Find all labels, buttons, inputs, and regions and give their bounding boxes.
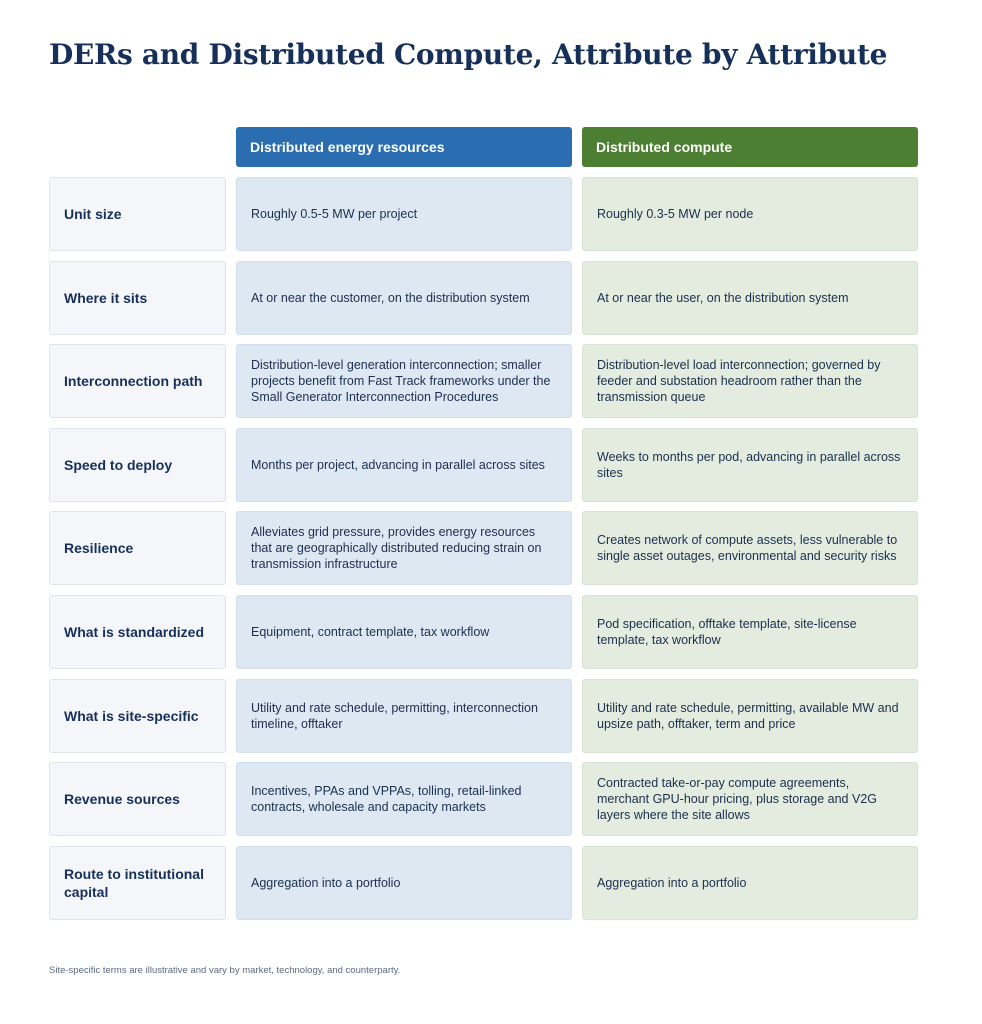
dc-cell-route-to-institutional-capital: Aggregation into a portfolio bbox=[582, 846, 918, 920]
dc-cell-unit-size: Roughly 0.3-5 MW per node bbox=[582, 177, 918, 251]
row-label-speed-to-deploy: Speed to deploy bbox=[49, 428, 226, 502]
row-label-revenue-sources: Revenue sources bbox=[49, 762, 226, 836]
dc-cell-resilience: Creates network of compute assets, less vulnerable to single asset outages, environmental and security risks bbox=[582, 511, 918, 585]
der-cell-what-is-standardized: Equipment, contract template, tax workflow bbox=[236, 595, 572, 669]
dc-cell-what-is-standardized: Pod specification, offtake template, site-license template, tax workflow bbox=[582, 595, 918, 669]
row-label-resilience: Resilience bbox=[49, 511, 226, 585]
column-header-der: Distributed energy resources bbox=[236, 127, 572, 167]
der-cell-unit-size: Roughly 0.5-5 MW per project bbox=[236, 177, 572, 251]
der-cell-resilience: Alleviates grid pressure, provides energy resources that are geographically distributed reducing strain on transmission infrastructure bbox=[236, 511, 572, 585]
footnote: Site-specific terms are illustrative and vary by market, technology, and counterparty. bbox=[49, 965, 401, 976]
row-label-unit-size: Unit size bbox=[49, 177, 226, 251]
page-title: DERs and Distributed Compute, Attribute by Attribute bbox=[49, 38, 888, 71]
dc-cell-where-it-sits: At or near the user, on the distribution system bbox=[582, 261, 918, 335]
der-cell-where-it-sits: At or near the customer, on the distribution system bbox=[236, 261, 572, 335]
dc-cell-interconnection-path: Distribution-level load interconnection; governed by feeder and substation headroom rather than the transmission queue bbox=[582, 344, 918, 418]
row-label-what-is-standardized: What is standardized bbox=[49, 595, 226, 669]
row-label-interconnection-path: Interconnection path bbox=[49, 344, 226, 418]
der-cell-route-to-institutional-capital: Aggregation into a portfolio bbox=[236, 846, 572, 920]
dc-cell-revenue-sources: Contracted take-or-pay compute agreements, merchant GPU-hour pricing, plus storage and V2G layers where the site allows bbox=[582, 762, 918, 836]
comparison-table bbox=[49, 127, 917, 929]
dc-cell-what-is-site-specific: Utility and rate schedule, permitting, available MW and upsize path, offtaker, term and price bbox=[582, 679, 918, 753]
row-label-what-is-site-specific: What is site-specific bbox=[49, 679, 226, 753]
header-spacer bbox=[49, 127, 226, 167]
der-cell-revenue-sources: Incentives, PPAs and VPPAs, tolling, retail-linked contracts, wholesale and capacity markets bbox=[236, 762, 572, 836]
der-cell-what-is-site-specific: Utility and rate schedule, permitting, interconnection timeline, offtaker bbox=[236, 679, 572, 753]
row-label-route-to-institutional-capital: Route to institutional capital bbox=[49, 846, 226, 920]
der-cell-interconnection-path: Distribution-level generation interconnection; smaller projects benefit from Fast Track frameworks under the Small Generator Interconnection Procedures bbox=[236, 344, 572, 418]
row-label-where-it-sits: Where it sits bbox=[49, 261, 226, 335]
column-header-dc: Distributed compute bbox=[582, 127, 918, 167]
der-cell-speed-to-deploy: Months per project, advancing in parallel across sites bbox=[236, 428, 572, 502]
dc-cell-speed-to-deploy: Weeks to months per pod, advancing in parallel across sites bbox=[582, 428, 918, 502]
